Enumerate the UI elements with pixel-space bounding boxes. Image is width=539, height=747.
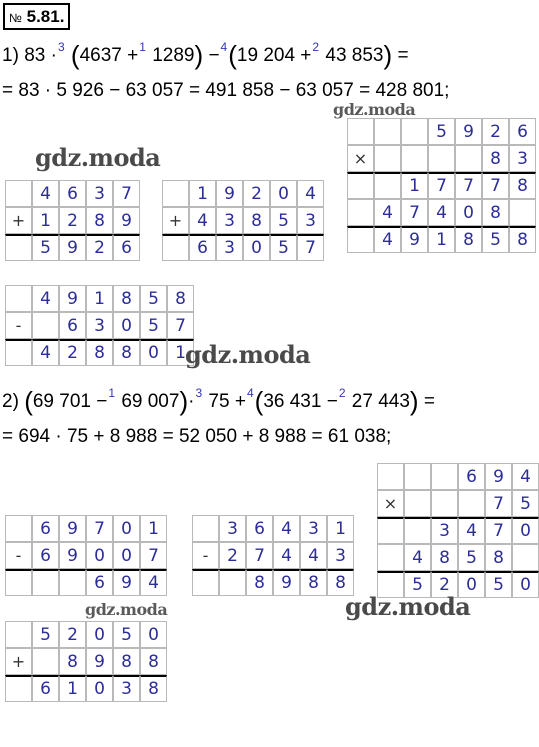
part2-label: 2) [2, 391, 19, 412]
digit-cell [162, 180, 189, 207]
digit-cell: 9 [59, 515, 86, 542]
digit-cell: 0 [140, 621, 167, 648]
digit-cell: 4 [32, 180, 59, 207]
digit-cell: 9 [59, 285, 86, 312]
digit-cell [347, 172, 374, 199]
digit-cell: 6 [32, 515, 59, 542]
digit-cell: 3 [86, 312, 113, 339]
digit-cell: 3 [219, 515, 246, 542]
part2-plus: + [234, 391, 246, 412]
digit-cell: 0 [458, 571, 485, 598]
digit-cell: 2 [482, 118, 509, 145]
digit-cell [401, 118, 428, 145]
order-mark: 2 [338, 386, 346, 400]
digit-cell: 7 [167, 312, 194, 339]
digit-cell: 8 [246, 569, 273, 596]
digit-cell: 4 [404, 544, 431, 571]
digit-cell: 8 [300, 569, 327, 596]
order-mark: 3 [57, 40, 65, 54]
digit-cell: 0 [455, 199, 482, 226]
digit-cell: 6 [113, 234, 140, 261]
digit-cell: 0 [512, 517, 539, 544]
digit-cell: 4 [297, 180, 324, 207]
digit-cell: 0 [270, 180, 297, 207]
digit-cell [431, 490, 458, 517]
digit-cell [428, 145, 455, 172]
addition-grid-19204-43853 [162, 180, 324, 261]
digit-cell: 5 [140, 285, 167, 312]
digit-cell: 7 [401, 199, 428, 226]
equals: = [423, 391, 435, 412]
operator-sign: + [5, 648, 32, 675]
digit-cell: 9 [216, 180, 243, 207]
digit-cell [401, 145, 428, 172]
digit-cell: 2 [59, 207, 86, 234]
digit-cell [5, 234, 32, 261]
digit-cell: 7 [86, 515, 113, 542]
addition-grid-4637-1289 [5, 180, 140, 261]
digit-cell: 8 [482, 145, 509, 172]
part2-result-line: = 694 · 75 + 8 988 = 52 050 + 8 988 = 61 038; [2, 426, 392, 447]
digit-cell: 0 [86, 675, 113, 702]
digit-cell: 6 [246, 515, 273, 542]
digit-cell [5, 180, 32, 207]
digit-cell: 0 [113, 542, 140, 569]
digit-cell: 0 [86, 542, 113, 569]
digit-cell [404, 463, 431, 490]
part1-term: 43 853 [325, 45, 384, 66]
digit-cell: 8 [485, 544, 512, 571]
digit-cell: 6 [59, 180, 86, 207]
digit-cell [347, 199, 374, 226]
digit-cell: 0 [113, 312, 140, 339]
part1-result-line: = 83 · 5 926 − 63 057 = 491 858 − 63 057 = 428 801; [2, 80, 450, 101]
watermark: gdz.moda [35, 143, 161, 172]
digit-cell [5, 515, 32, 542]
digit-cell: 2 [59, 339, 86, 366]
digit-cell: 8 [59, 648, 86, 675]
part1-factor: 83 [24, 45, 46, 66]
multiplication-grid-5926-83 [347, 118, 536, 253]
problem-number: 5.81. [26, 7, 65, 26]
digit-cell: 0 [86, 621, 113, 648]
digit-cell: 4 [300, 542, 327, 569]
digit-cell: 1 [167, 339, 194, 366]
operator-sign: + [162, 207, 189, 234]
digit-cell [347, 226, 374, 253]
digit-cell: 9 [59, 542, 86, 569]
subtraction-grid-69701-69007 [5, 515, 167, 596]
operator-sign: × [377, 490, 404, 517]
digit-cell: 4 [32, 339, 59, 366]
digit-cell: 3 [300, 515, 327, 542]
digit-cell: 3 [86, 180, 113, 207]
digit-cell: 7 [297, 234, 324, 261]
digit-cell: 1 [428, 226, 455, 253]
digit-cell [404, 490, 431, 517]
digit-cell [512, 544, 539, 571]
digit-cell: 8 [327, 569, 354, 596]
digit-cell: 4 [189, 207, 216, 234]
digit-cell: 5 [32, 621, 59, 648]
part1-minus: − [208, 45, 220, 66]
digit-cell: 6 [509, 118, 536, 145]
digit-cell: 8 [113, 339, 140, 366]
digit-cell: 8 [140, 675, 167, 702]
digit-cell: 4 [428, 199, 455, 226]
digit-cell: 2 [59, 621, 86, 648]
digit-cell: 7 [113, 180, 140, 207]
digit-cell [32, 312, 59, 339]
digit-cell [458, 490, 485, 517]
digit-cell [455, 145, 482, 172]
digit-cell: 0 [140, 339, 167, 366]
digit-cell: 4 [512, 463, 539, 490]
digit-cell: 6 [189, 234, 216, 261]
digit-cell: 0 [243, 234, 270, 261]
digit-cell [5, 675, 32, 702]
digit-cell: 5 [270, 234, 297, 261]
digit-cell [377, 463, 404, 490]
digit-cell [162, 234, 189, 261]
digit-cell: 2 [431, 571, 458, 598]
digit-cell: 5 [485, 571, 512, 598]
digit-cell: 5 [428, 118, 455, 145]
digit-cell [192, 515, 219, 542]
digit-cell: 7 [140, 542, 167, 569]
order-mark: 4 [220, 40, 228, 54]
digit-cell: 3 [216, 207, 243, 234]
order-mark: 3 [195, 386, 203, 400]
order-mark: 1 [108, 386, 116, 400]
digit-cell: 0 [512, 571, 539, 598]
digit-cell [5, 621, 32, 648]
subtraction-grid-491858-63057 [5, 285, 194, 366]
digit-cell [374, 172, 401, 199]
digit-cell [377, 544, 404, 571]
digit-cell: 1 [327, 515, 354, 542]
digit-cell: 7 [455, 172, 482, 199]
digit-cell: 8 [243, 207, 270, 234]
digit-cell [32, 648, 59, 675]
operator-sign: - [192, 542, 219, 569]
digit-cell: 6 [32, 675, 59, 702]
digit-cell: 8 [86, 207, 113, 234]
part1-term: 19 204 + [236, 45, 312, 66]
digit-cell: 1 [86, 285, 113, 312]
digit-cell [509, 199, 536, 226]
digit-cell: 8 [113, 285, 140, 312]
digit-cell: 6 [59, 312, 86, 339]
digit-cell: 5 [458, 544, 485, 571]
operator-sign: - [5, 312, 32, 339]
digit-cell: 6 [458, 463, 485, 490]
equals: = [397, 45, 409, 66]
digit-cell: 5 [270, 207, 297, 234]
digit-cell: 9 [113, 569, 140, 596]
digit-cell: 8 [86, 339, 113, 366]
part1-term: 1289 [152, 45, 195, 66]
digit-cell: 5 [140, 312, 167, 339]
digit-cell: 4 [374, 226, 401, 253]
digit-cell: 3 [431, 517, 458, 544]
digit-cell: 4 [374, 199, 401, 226]
digit-cell: 7 [482, 172, 509, 199]
digit-cell: 8 [509, 172, 536, 199]
digit-cell: 1 [59, 675, 86, 702]
digit-cell: 4 [273, 515, 300, 542]
digit-cell: 2 [86, 234, 113, 261]
digit-cell [404, 517, 431, 544]
part1-dot: · [50, 45, 57, 66]
digit-cell: 7 [485, 517, 512, 544]
digit-cell: 5 [32, 234, 59, 261]
watermark: gdz.moda [345, 592, 471, 621]
digit-cell [5, 339, 32, 366]
part2-factor: 75 [208, 391, 230, 412]
digit-cell: 8 [140, 648, 167, 675]
digit-cell: 2 [243, 180, 270, 207]
digit-cell: 6 [32, 542, 59, 569]
digit-cell: 1 [32, 207, 59, 234]
order-mark: 1 [139, 40, 146, 54]
digit-cell [32, 569, 59, 596]
digit-cell: 4 [458, 517, 485, 544]
digit-cell: 7 [246, 542, 273, 569]
digit-cell: 7 [485, 490, 512, 517]
digit-cell [192, 569, 219, 596]
digit-cell: 9 [273, 569, 300, 596]
digit-cell: 3 [113, 675, 140, 702]
digit-cell: 5 [404, 571, 431, 598]
part2-term: 69 007 [121, 391, 180, 412]
digit-cell: 4 [32, 285, 59, 312]
watermark: gdz.moda [85, 600, 168, 619]
digit-cell: 8 [509, 226, 536, 253]
digit-cell [5, 285, 32, 312]
digit-cell [347, 118, 374, 145]
digit-cell: 0 [113, 515, 140, 542]
digit-cell [219, 569, 246, 596]
digit-cell: 1 [140, 515, 167, 542]
digit-cell: 1 [189, 180, 216, 207]
order-mark: 2 [312, 40, 320, 54]
digit-cell: 9 [113, 207, 140, 234]
digit-cell: 2 [219, 542, 246, 569]
part2-term: 36 431 − [263, 391, 338, 412]
digit-cell: 3 [297, 207, 324, 234]
digit-cell: 8 [113, 648, 140, 675]
part2-dot: · [188, 391, 195, 412]
digit-cell: 5 [512, 490, 539, 517]
digit-cell: 3 [509, 145, 536, 172]
digit-cell: 9 [485, 463, 512, 490]
digit-cell: 8 [431, 544, 458, 571]
digit-cell [59, 569, 86, 596]
digit-cell [374, 118, 401, 145]
watermark: gdz.moda [185, 340, 311, 369]
digit-cell [377, 517, 404, 544]
part2-term: 27 443 [351, 391, 410, 412]
operator-sign: + [5, 207, 32, 234]
digit-cell: 8 [167, 285, 194, 312]
operator-sign: - [5, 542, 32, 569]
digit-cell: 9 [455, 118, 482, 145]
digit-cell: 6 [86, 569, 113, 596]
digit-cell [431, 463, 458, 490]
part1-expression: 1) 83 ·$^3$ (4637 +$^1$ 1289) −$^4$(19 204 +$^2$ 43 853) = [2, 40, 409, 70]
digit-cell: 3 [216, 234, 243, 261]
part1-label: 1) [2, 45, 19, 66]
part2-expression: 2) (69 701 −$^1$ 69 007)·$^3$ 75 +$^4$(36 431 −$^2$ 27 443) = [2, 386, 435, 416]
digit-cell: 9 [86, 648, 113, 675]
watermark: gdz.moda [333, 100, 416, 119]
digit-cell: 8 [455, 226, 482, 253]
digit-cell: 3 [327, 542, 354, 569]
digit-cell: 8 [482, 199, 509, 226]
part2-term: 69 701 − [32, 391, 108, 412]
number-sign: № [9, 11, 22, 25]
digit-cell [374, 145, 401, 172]
addition-grid-52050-8988 [5, 621, 167, 702]
digit-cell: 4 [273, 542, 300, 569]
subtraction-grid-36431-27443 [192, 515, 354, 596]
multiplication-grid-694-75 [377, 463, 539, 598]
problem-number-badge [3, 3, 70, 30]
operator-sign: × [347, 145, 374, 172]
digit-cell: 5 [482, 226, 509, 253]
part1-term: 4637 + [79, 45, 139, 66]
digit-cell: 9 [59, 234, 86, 261]
digit-cell [5, 569, 32, 596]
digit-cell: 1 [401, 172, 428, 199]
digit-cell: 7 [428, 172, 455, 199]
order-mark: 4 [246, 386, 254, 400]
digit-cell: 5 [113, 621, 140, 648]
digit-cell: 9 [401, 226, 428, 253]
digit-cell: 4 [140, 569, 167, 596]
